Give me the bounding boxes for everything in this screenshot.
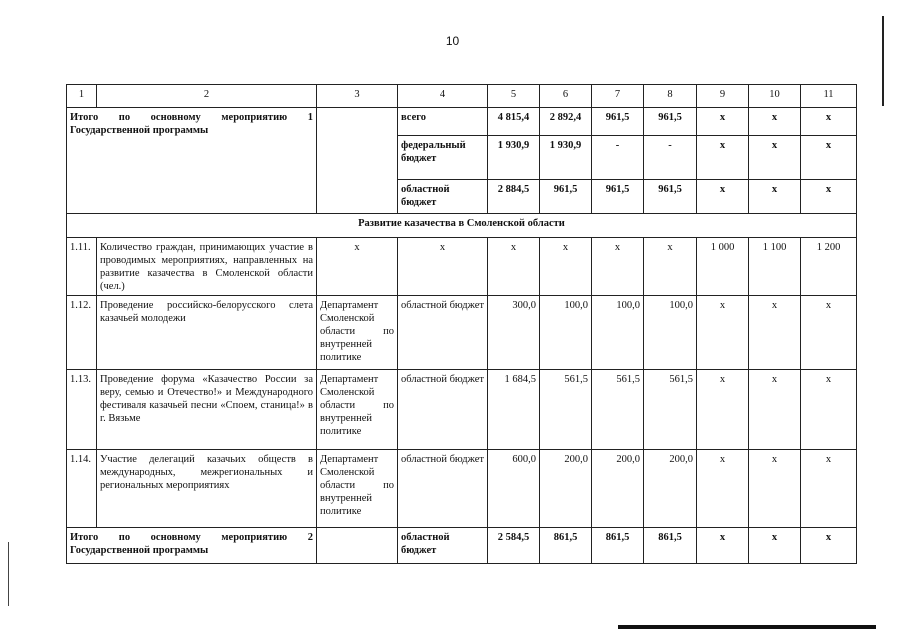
item-number: 1.13.: [67, 370, 97, 450]
total2-row: [67, 528, 857, 564]
column-number: 1: [67, 85, 97, 108]
total2-cell: 861,5: [592, 528, 644, 564]
item-cell: x: [697, 296, 749, 370]
scan-border-mark-right: [882, 16, 884, 106]
table-row: [67, 450, 857, 528]
item-cell: 561,5: [540, 370, 592, 450]
total1-cell: 961,5: [592, 108, 644, 136]
item-cell: x: [801, 450, 857, 528]
total2-source: областной бюджет: [398, 528, 488, 564]
item-cell: 100,0: [540, 296, 592, 370]
total1-executor: [317, 108, 398, 214]
item-name: Проведение российско-белорусского слета казачьей молодежи: [97, 296, 317, 370]
total1-cell: 1 930,9: [540, 136, 592, 180]
total1-cell: -: [592, 136, 644, 180]
item-cell: x: [540, 238, 592, 296]
scan-border-mark-left: [8, 542, 9, 606]
total1-cell: x: [697, 136, 749, 180]
total1-row: [67, 108, 857, 136]
total2-cell: 861,5: [644, 528, 697, 564]
column-number: 5: [488, 85, 540, 108]
table-row: [67, 238, 857, 296]
item-source: областной бюджет: [398, 296, 488, 370]
column-number: 4: [398, 85, 488, 108]
total1-cell: x: [697, 180, 749, 214]
item-source: областной бюджет: [398, 450, 488, 528]
item-name: Участие делегаций казачьих обществ в международных, межрегиональных и региональных мероприятиях: [97, 450, 317, 528]
total1-cell: 4 815,4: [488, 108, 540, 136]
total2-label: Итого по основному мероприятию 2 Государственной программы: [67, 528, 317, 564]
item-cell: 1 000: [697, 238, 749, 296]
total1-cell: x: [749, 136, 801, 180]
table-row: [67, 370, 857, 450]
total1-cell: 2 892,4: [540, 108, 592, 136]
column-number-row: [67, 85, 857, 108]
total1-cell: x: [801, 136, 857, 180]
item-cell: 1 100: [749, 238, 801, 296]
total2-cell: 2 584,5: [488, 528, 540, 564]
total2-cell: x: [697, 528, 749, 564]
column-number: 7: [592, 85, 644, 108]
item-cell: x: [749, 296, 801, 370]
total1-label: Итого по основному мероприятию 1 Государственной программы: [67, 108, 317, 214]
item-number: 1.12.: [67, 296, 97, 370]
total1-cell: x: [801, 180, 857, 214]
item-cell: x: [697, 450, 749, 528]
page-number: 10: [445, 34, 460, 48]
item-cell: 1 200: [801, 238, 857, 296]
item-executor: Департамент Смоленской области по внутренней политике: [317, 296, 398, 370]
item-number: 1.11.: [67, 238, 97, 296]
item-cell: 100,0: [592, 296, 644, 370]
item-cell: x: [697, 370, 749, 450]
column-number: 9: [697, 85, 749, 108]
item-number: 1.14.: [67, 450, 97, 528]
item-name: Количество граждан, принимающих участие в проводимых мероприятиях, направленных на развитие казачества в Смоленской области (чел.): [97, 238, 317, 296]
total1-cell: 2 884,5: [488, 180, 540, 214]
scan-border-mark-bottom: [618, 625, 876, 629]
section-row: [67, 214, 857, 238]
total1-cell: x: [749, 108, 801, 136]
total2-cell: x: [801, 528, 857, 564]
item-source: областной бюджет: [398, 370, 488, 450]
item-cell: x: [592, 238, 644, 296]
item-cell: 200,0: [592, 450, 644, 528]
item-cell: 300,0: [488, 296, 540, 370]
item-cell: 200,0: [540, 450, 592, 528]
item-cell: 100,0: [644, 296, 697, 370]
item-cell: x: [801, 370, 857, 450]
table-row: [67, 296, 857, 370]
total1-cell: -: [644, 136, 697, 180]
total1-cell: 1 930,9: [488, 136, 540, 180]
item-cell: x: [644, 238, 697, 296]
total1-cell: 961,5: [644, 180, 697, 214]
total1-source: всего: [398, 108, 488, 136]
budget-table: [66, 84, 857, 564]
item-cell: x: [488, 238, 540, 296]
item-executor: x: [317, 238, 398, 296]
total1-cell: x: [697, 108, 749, 136]
item-cell: 600,0: [488, 450, 540, 528]
column-number: 11: [801, 85, 857, 108]
section-title: Развитие казачества в Смоленской области: [67, 214, 857, 238]
item-cell: x: [801, 296, 857, 370]
item-executor: Департамент Смоленской области по внутренней политике: [317, 450, 398, 528]
column-number: 8: [644, 85, 697, 108]
total1-source: областной бюджет: [398, 180, 488, 214]
item-cell: x: [749, 370, 801, 450]
column-number: 3: [317, 85, 398, 108]
total1-source: федеральный бюджет: [398, 136, 488, 180]
total1-cell: x: [801, 108, 857, 136]
column-number: 6: [540, 85, 592, 108]
item-cell: 1 684,5: [488, 370, 540, 450]
total2-cell: 861,5: [540, 528, 592, 564]
item-name: Проведение форума «Казачество России за веру, семью и Отечество!» и Международного фестиваля казачьей песни «Споем, станица!» в г. Вязьме: [97, 370, 317, 450]
item-cell: 561,5: [644, 370, 697, 450]
column-number: 2: [97, 85, 317, 108]
total2-cell: x: [749, 528, 801, 564]
total1-cell: x: [749, 180, 801, 214]
item-cell: x: [749, 450, 801, 528]
total1-cell: 961,5: [540, 180, 592, 214]
item-cell: 200,0: [644, 450, 697, 528]
total1-cell: 961,5: [592, 180, 644, 214]
item-source: x: [398, 238, 488, 296]
total2-executor: [317, 528, 398, 564]
total1-cell: 961,5: [644, 108, 697, 136]
item-executor: Департамент Смоленской области по внутренней политике: [317, 370, 398, 450]
column-number: 10: [749, 85, 801, 108]
item-cell: 561,5: [592, 370, 644, 450]
